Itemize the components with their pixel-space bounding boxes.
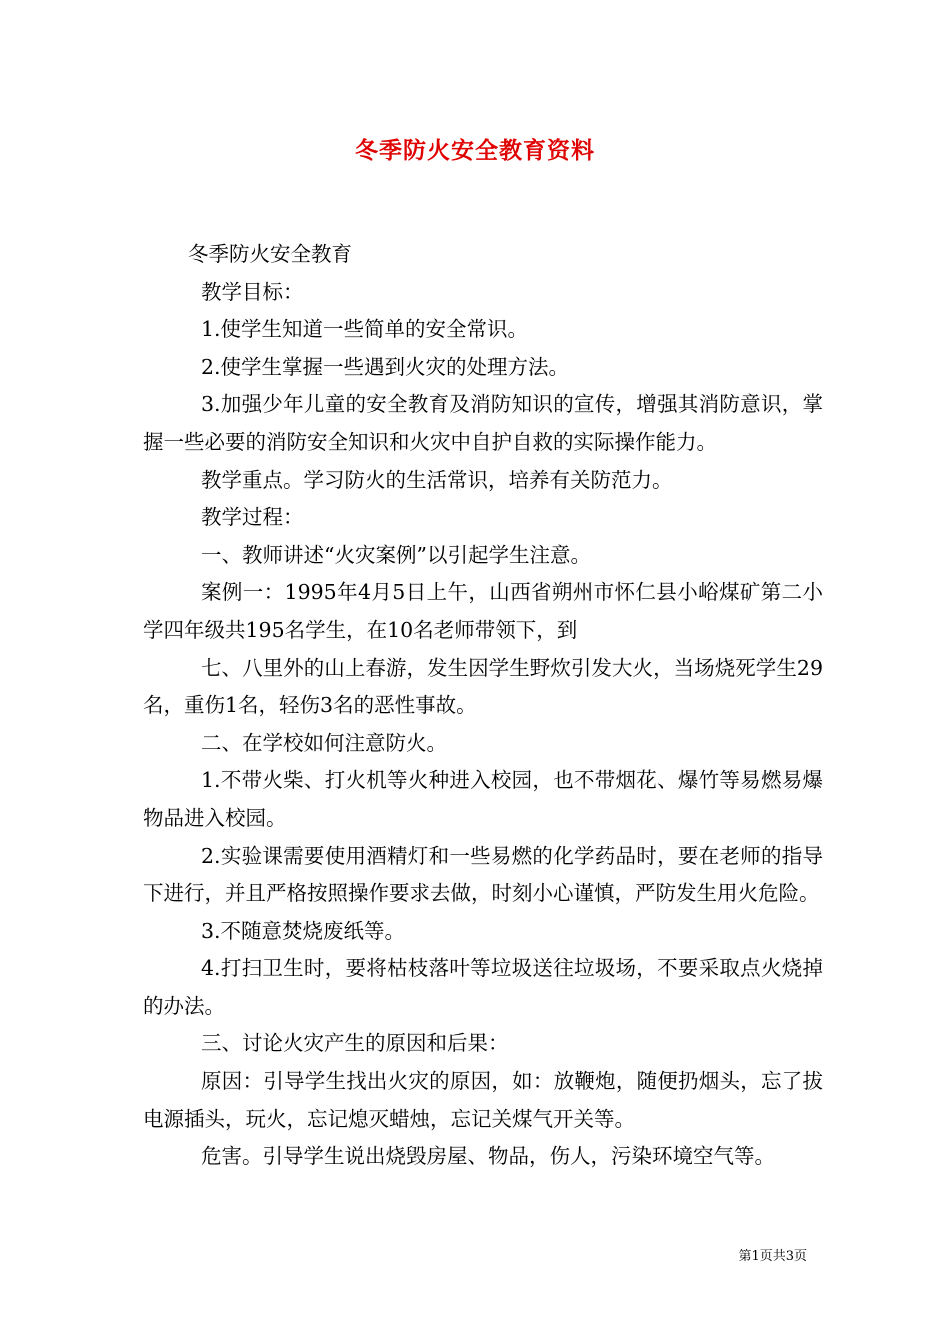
- paragraph: 1.使学生知道一些简单的安全常识。: [201, 317, 529, 342]
- paragraph: 教学目标：: [201, 279, 304, 304]
- paragraph: 案例一：1995年4月5日上午，山西省朔州市怀仁县小峪煤矿第二小学四年级共195名学生，在10名老师带领下，到: [143, 580, 823, 642]
- paragraph: 教学过程：: [201, 505, 304, 530]
- paragraph: 4.打扫卫生时，要将枯枝落叶等垃圾送往垃圾场，不要采取点火烧掉的办法。: [143, 956, 823, 1018]
- section-heading: 冬季防火安全教育: [188, 242, 352, 266]
- paragraph: 一、教师讲述“火灾案例”以引起学生注意。: [201, 542, 591, 567]
- paragraph: 3.不随意焚烧废纸等。: [201, 918, 406, 943]
- document-body: [143, 236, 823, 1176]
- paragraph: 三、讨论火灾产生的原因和后果：: [201, 1031, 509, 1056]
- page-number: 第1页共3页: [738, 1249, 807, 1264]
- paragraph: 2.使学生掌握一些遇到火灾的处理方法。: [201, 354, 570, 379]
- paragraph: 二、在学校如何注意防火。: [201, 730, 447, 755]
- paragraph: 3.加强少年儿童的安全教育及消防知识的宣传，增强其消防意识，掌握一些必要的消防安全知识和火灾中自护自救的实际操作能力。: [143, 392, 823, 454]
- paragraph: 2.实验课需要使用酒精灯和一些易燃的化学药品时，要在老师的指导下进行，并且严格按照操作要求去做，时刻小心谨慎，严防发生用火危险。: [143, 843, 823, 906]
- paragraph: 教学重点。学习防火的生活常识，培养有关防范力。: [201, 467, 673, 492]
- paragraph: 原因：引导学生找出火灾的原因，如：放鞭炮，随便扔烟头，忘了拔电源插头，玩火，忘记熄灭蜡烛，忘记关煤气开关等。: [143, 1069, 823, 1131]
- paragraph: 1.不带火柴、打火机等火种进入校园，也不带烟花、爆竹等易燃易爆物品进入校园。: [143, 768, 823, 830]
- paragraph: 七、八里外的山上春游，发生因学生野炊引发大火，当场烧死学生29名，重伤1名，轻伤3名的恶性事故。: [143, 655, 823, 718]
- paragraph: 危害。引导学生说出烧毁房屋、物品，伤人，污染环境空气等。: [201, 1144, 775, 1169]
- document-title: 冬季防火安全教育资料: [355, 137, 595, 164]
